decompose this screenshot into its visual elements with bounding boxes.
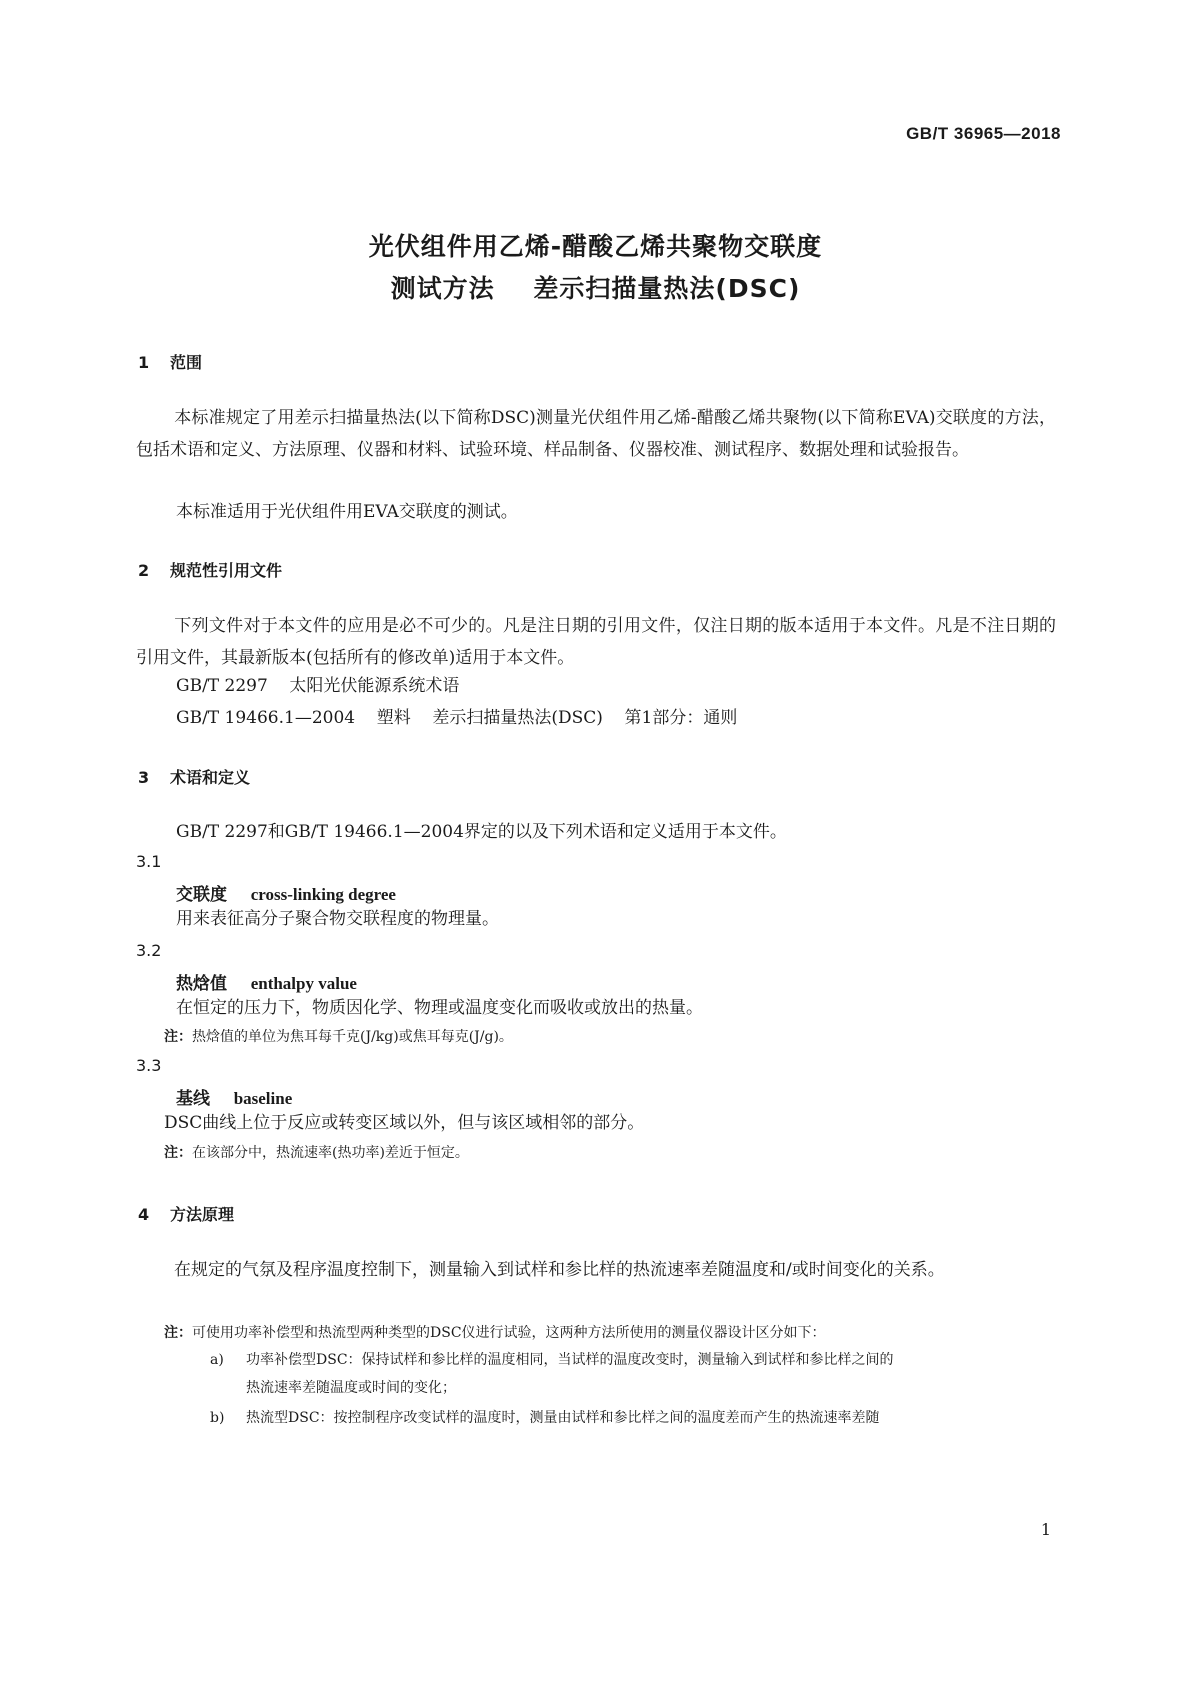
list-item-a [210,1346,1060,1374]
term-3-2 [176,969,357,994]
term-3-2-note [164,1024,513,1050]
note-text: 可使用功率补偿型和热流型两种类型的DSC仪进行试验，这两种方法所使用的测量仪器设计区分如下： [192,1325,826,1341]
paragraph-text: 本标准规定了用差示扫描量热法(以下简称DSC)测量光伏组件用乙烯-醋酸乙烯共聚物(以下简称EVA)交联度的方法，包括术语和定义、方法原理、仪器和材料、试验环境、样品制备、仪器校准、测试程序、数据处理和试验报告。 [136,408,1056,460]
page-number: 1 [1040,1520,1051,1539]
document-title [0,226,1191,310]
term-3-3-number: 3.3 [136,1056,162,1075]
note-text: 在该部分中，热流速率(热功率)差近于恒定。 [192,1145,469,1161]
section-2-heading [138,558,282,581]
term-cn: 交联度 [176,885,227,905]
section-number: 2 [138,561,150,580]
normative-reference-1: GB/T 2297 太阳光伏能源系统术语 [176,676,460,696]
note-label: 注： [164,1145,192,1161]
list-label: b) [210,1410,225,1426]
list-text: 功率补偿型DSC：保持试样和参比样的温度相同，当试样的温度改变时，测量输入到试样和参比样之间的 [246,1352,894,1368]
section-2-paragraph-1 [136,610,1056,674]
section-title: 规范性引用文件 [170,561,283,580]
standard-code: GB/T 36965—2018 [906,124,1061,143]
term-en: baseline [233,1089,293,1108]
term-3-3 [176,1084,292,1109]
term-cn: 基线 [176,1089,210,1109]
term-3-3-note [164,1140,469,1166]
note-label: 注： [164,1029,192,1045]
section-3-intro: GB/T 2297和GB/T 19466.1—2004界定的以及下列术语和定义适用于本文件。 [176,822,787,842]
term-cn: 热焓值 [176,974,227,994]
section-1-heading [138,350,202,373]
section-title: 方法原理 [170,1205,235,1224]
paragraph-text: 下列文件对于本文件的应用是必不可少的。凡是注日期的引用文件，仅注日期的版本适用于本文件。凡是不注日期的引用文件，其最新版本(包括所有的修改单)适用于本文件。 [136,616,1056,668]
term-3-2-number: 3.2 [136,941,162,960]
title-line-1: 光伏组件用乙烯-醋酸乙烯共聚物交联度 [368,232,823,261]
note-label: 注： [164,1325,192,1341]
list-text: 热流型DSC：按控制程序改变试样的温度时，测量由试样和参比样之间的温度差而产生的热流速率差随 [246,1410,880,1426]
normative-reference-2: GB/T 19466.1—2004 塑料 差示扫描量热法(DSC) 第1部分：通则 [176,708,738,728]
term-3-1-number: 3.1 [136,852,162,871]
section-4-note [164,1320,826,1346]
section-3-heading [138,765,250,788]
section-title: 范围 [170,353,203,372]
list-item-b [210,1404,1060,1432]
section-number: 1 [138,353,150,372]
note-text: 热焓值的单位为焦耳每千克(J/kg)或焦耳每克(J/g)。 [192,1029,513,1045]
section-4-heading [138,1202,234,1225]
section-1-paragraph-2: 本标准适用于光伏组件用EVA交联度的测试。 [176,502,518,522]
section-title: 术语和定义 [170,768,251,787]
term-3-2-definition: 在恒定的压力下，物质因化学、物理或温度变化而吸收或放出的热量。 [176,998,703,1018]
section-number: 3 [138,768,150,787]
section-number: 4 [138,1205,150,1224]
section-4-paragraph-1 [136,1254,1056,1286]
term-3-3-definition: DSC曲线上位于反应或转变区域以外，但与该区域相邻的部分。 [164,1113,645,1133]
term-3-1 [176,880,396,905]
paragraph-text: 在规定的气氛及程序温度控制下，测量输入到试样和参比样的热流速率差随温度和/或时间变化的关系。 [174,1260,945,1280]
term-3-1-definition: 用来表征高分子聚合物交联程度的物理量。 [176,909,499,929]
title-line-2: 测试方法 差示扫描量热法(DSC) [390,274,801,303]
section-1-paragraph-1 [136,402,1056,466]
term-en: enthalpy value [250,974,357,993]
term-en: cross-linking degree [250,885,396,904]
list-item-a-continued: 热流速率差随温度或时间的变化； [246,1380,456,1396]
list-label: a) [210,1352,224,1368]
